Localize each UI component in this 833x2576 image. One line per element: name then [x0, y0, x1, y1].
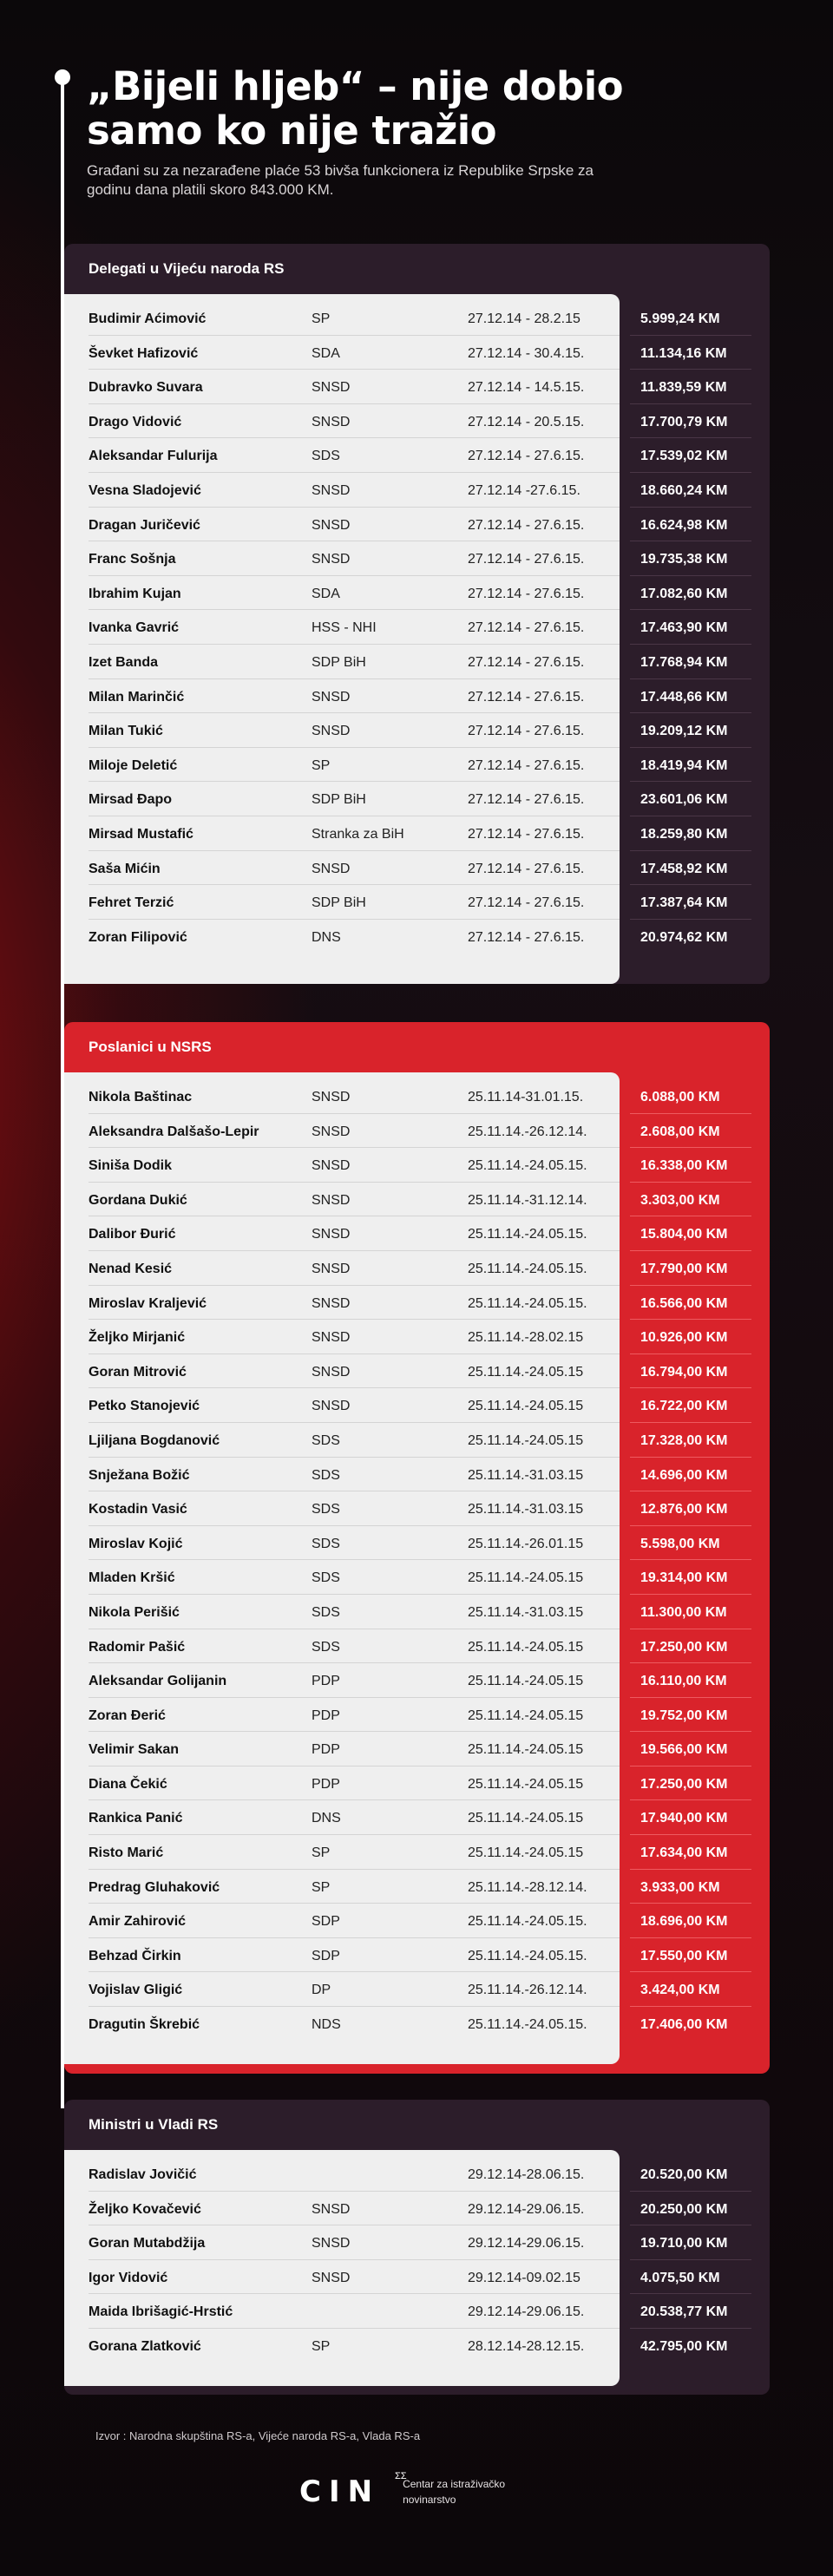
party-label: DP — [312, 1983, 331, 1998]
party-label: SNSD — [312, 380, 351, 396]
page-subtitle: Građani su za nezarađene plaće 53 bivša funkcionera iz Republike Srpske za godinu dana platili skoro 843.000 KM. — [87, 162, 594, 198]
party-label: SNSD — [312, 861, 351, 876]
amount-value: 16.722,00 KM — [640, 1399, 728, 1414]
party-label: SDP BiH — [312, 792, 366, 808]
table-row — [64, 473, 770, 508]
term-period: 28.12.14-28.12.15. — [468, 2338, 585, 2354]
term-period: 29.12.14-29.06.15. — [468, 2304, 585, 2320]
term-period: 25.11.14.-24.05.15. — [468, 1261, 587, 1276]
amount-value: 3.424,00 KM — [640, 1983, 720, 1998]
table-row — [64, 1595, 770, 1629]
person-name: Kostadin Vasić — [89, 1502, 187, 1517]
table-row — [64, 816, 770, 851]
party-label: SNSD — [312, 1364, 351, 1380]
amount-value: 14.696,00 KM — [640, 1467, 728, 1483]
table-row — [64, 1148, 770, 1183]
section-title: Ministri u Vladi RS — [89, 2116, 219, 2133]
party-label: SDS — [312, 1536, 340, 1551]
table-row — [64, 645, 770, 679]
amount-value: 16.566,00 KM — [640, 1295, 728, 1311]
amount-value: 16.338,00 KM — [640, 1158, 728, 1174]
term-period: 25.11.14.-24.05.15 — [468, 1708, 584, 1723]
section-title: Delegati u Vijeću naroda RS — [89, 260, 285, 277]
term-period: 25.11.14.-31.03.15 — [468, 1502, 584, 1517]
section-delegati — [64, 244, 770, 984]
table-row — [64, 1698, 770, 1733]
amount-value: 17.406,00 KM — [640, 2017, 728, 2033]
timeline-dot — [55, 69, 70, 85]
term-period: 27.12.14 - 27.6.15. — [468, 586, 585, 601]
term-period: 27.12.14 - 27.6.15. — [468, 757, 585, 773]
person-name: Milan Tukić — [89, 724, 163, 739]
term-period: 27.12.14 - 28.2.15 — [468, 311, 580, 326]
amount-value: 23.601,06 KM — [640, 792, 728, 808]
person-name: Predrag Gluhaković — [89, 1879, 220, 1895]
logo-mark: CIN — [299, 2474, 381, 2509]
amount-value: 19.710,00 KM — [640, 2236, 728, 2252]
amount-value: 17.250,00 KM — [640, 1776, 728, 1792]
party-label: SNSD — [312, 2270, 351, 2285]
party-label: SNSD — [312, 1261, 351, 1276]
party-label: SNSD — [312, 414, 351, 429]
term-period: 25.11.14.-24.05.15 — [468, 1399, 584, 1414]
person-name: Dubravko Suvara — [89, 380, 203, 396]
table-row — [64, 370, 770, 404]
amount-value: 18.696,00 KM — [640, 1914, 728, 1930]
section-ministri — [64, 2100, 770, 2395]
amount-value: 3.303,00 KM — [640, 1192, 720, 1208]
party-label: SDA — [312, 345, 340, 361]
amount-value: 19.566,00 KM — [640, 1742, 728, 1758]
table-row — [64, 336, 770, 370]
person-name: Siniša Dodik — [89, 1158, 173, 1174]
term-period: 27.12.14 - 27.6.15. — [468, 449, 585, 464]
person-name: Mirsad Đapo — [89, 792, 173, 808]
person-name: Mirsad Mustafić — [89, 826, 193, 842]
amount-value: 17.448,66 KM — [640, 689, 728, 705]
party-label: SNSD — [312, 482, 351, 498]
amount-value: 2.608,00 KM — [640, 1124, 720, 1139]
person-name: Zoran Filipović — [89, 929, 187, 945]
table-row — [64, 1354, 770, 1389]
table-row — [64, 301, 770, 336]
table-row — [64, 508, 770, 542]
person-name: Risto Marić — [89, 1845, 164, 1861]
table-row — [64, 1423, 770, 1458]
party-label: SDS — [312, 1570, 340, 1586]
party-label: PDP — [312, 1674, 340, 1689]
party-label: SNSD — [312, 552, 351, 567]
term-period: 27.12.14 - 27.6.15. — [468, 861, 585, 876]
term-period: 29.12.14-28.06.15. — [468, 2167, 585, 2182]
table-row — [64, 1870, 770, 1904]
table-row — [64, 1800, 770, 1835]
term-period: 25.11.14.-24.05.15 — [468, 1776, 584, 1792]
section-rows — [64, 1079, 770, 2042]
table-row — [64, 1079, 770, 1114]
term-period: 25.11.14-31.01.15. — [468, 1090, 584, 1104]
term-period: 25.11.14.-24.05.15 — [468, 1811, 584, 1826]
term-period: 25.11.14.-24.05.15. — [468, 1914, 587, 1930]
person-name: Mladen Kršić — [89, 1570, 175, 1586]
party-label: SNSD — [312, 1090, 351, 1104]
term-period: 25.11.14.-26.01.15 — [468, 1536, 584, 1551]
term-period: 25.11.14.-28.12.14. — [468, 1879, 587, 1895]
person-name: Ševket Hafizović — [89, 345, 199, 361]
table-row — [64, 748, 770, 783]
party-label: SNSD — [312, 1399, 351, 1414]
party-label: DNS — [312, 929, 341, 945]
term-period: 25.11.14.-24.05.15. — [468, 1948, 587, 1963]
amount-value: 11.134,16 KM — [640, 345, 727, 361]
person-name: Diana Čekić — [89, 1776, 167, 1792]
amount-value: 18.660,24 KM — [640, 482, 728, 498]
party-label: SNSD — [312, 1295, 351, 1311]
page-title — [87, 64, 798, 153]
person-name: Petko Stanojević — [89, 1399, 200, 1414]
term-period: 25.11.14.-24.05.15 — [468, 1364, 584, 1380]
amount-value: 16.794,00 KM — [640, 1364, 728, 1380]
amount-value: 17.250,00 KM — [640, 1639, 728, 1655]
term-period: 27.12.14 - 27.6.15. — [468, 826, 585, 842]
table-row — [64, 851, 770, 886]
party-label: SNSD — [312, 1330, 351, 1346]
amount-value: 20.538,77 KM — [640, 2304, 728, 2320]
party-label: SNSD — [312, 724, 351, 739]
term-period: 27.12.14 - 30.4.15. — [468, 345, 585, 361]
party-label: SDS — [312, 1432, 340, 1448]
amount-value: 19.752,00 KM — [640, 1708, 728, 1723]
table-row — [64, 1938, 770, 1973]
person-name: Vojislav Gligić — [89, 1983, 183, 1998]
person-name: Amir Zahirović — [89, 1914, 187, 1930]
term-period: 27.12.14 - 27.6.15. — [468, 689, 585, 705]
term-period: 25.11.14.-31.12.14. — [468, 1192, 587, 1208]
party-label: SNSD — [312, 1158, 351, 1174]
table-row — [64, 1972, 770, 2007]
person-name: Miroslav Kraljević — [89, 1295, 207, 1311]
party-label: SNSD — [312, 1192, 351, 1208]
person-name: Ivanka Gavrić — [89, 620, 180, 636]
term-period: 25.11.14.-24.05.15 — [468, 1432, 584, 1448]
table-row — [64, 885, 770, 920]
amount-value: 17.768,94 KM — [640, 654, 728, 670]
table-row — [64, 2192, 770, 2226]
table-row — [64, 1251, 770, 1286]
party-label: PDP — [312, 1742, 340, 1758]
person-name: Dragutin Škrebić — [89, 2017, 200, 2033]
table-row — [64, 1526, 770, 1561]
person-name: Miloje Deletić — [89, 757, 178, 773]
person-name: Aleksandra Dalšašo-Lepir — [89, 1124, 259, 1139]
amount-value: 19.209,12 KM — [640, 724, 728, 739]
logo-sup: ΣΣ — [395, 2471, 407, 2481]
section-poslanici — [64, 1022, 770, 2074]
person-name: Aleksandar Fulurija — [89, 449, 218, 464]
party-label: SDA — [312, 586, 340, 601]
table-row — [64, 541, 770, 576]
table-row — [64, 404, 770, 439]
party-label: DNS — [312, 1811, 341, 1826]
person-name: Goran Mutabdžija — [89, 2236, 206, 2252]
term-period: 27.12.14 - 27.6.15. — [468, 517, 585, 533]
party-label: PDP — [312, 1708, 340, 1723]
party-label: SP — [312, 1845, 331, 1861]
amount-value: 10.926,00 KM — [640, 1330, 728, 1346]
amount-value: 19.314,00 KM — [640, 1570, 728, 1586]
term-period: 27.12.14 - 27.6.15. — [468, 792, 585, 808]
cin-logo — [299, 2471, 533, 2509]
amount-value: 5.999,24 KM — [640, 311, 720, 326]
party-label: SP — [312, 757, 331, 773]
amount-value: 4.075,50 KM — [640, 2270, 720, 2285]
term-period: 27.12.14 - 27.6.15. — [468, 654, 585, 670]
amount-value: 16.110,00 KM — [640, 1674, 727, 1689]
amount-value: 17.387,64 KM — [640, 895, 728, 911]
party-label: SNSD — [312, 2236, 351, 2252]
table-row — [64, 1835, 770, 1870]
party-label: SNSD — [312, 517, 351, 533]
party-label: SDS — [312, 1639, 340, 1655]
party-label: SNSD — [312, 689, 351, 705]
amount-value: 20.250,00 KM — [640, 2201, 728, 2217]
table-row — [64, 1663, 770, 1698]
person-name: Ibrahim Kujan — [89, 586, 181, 601]
person-name: Aleksandar Golijanin — [89, 1674, 227, 1689]
person-name: Zoran Đerić — [89, 1708, 166, 1723]
term-period: 25.11.14.-24.05.15. — [468, 1227, 587, 1242]
amount-value: 12.876,00 KM — [640, 1502, 728, 1517]
amount-value: 5.598,00 KM — [640, 1536, 720, 1551]
person-name: Maida Ibrišagić-Hrstić — [89, 2304, 233, 2320]
amount-value: 17.458,92 KM — [640, 861, 728, 876]
party-label: SDS — [312, 1502, 340, 1517]
table-row — [64, 576, 770, 611]
party-label: SDP — [312, 1948, 340, 1963]
party-label: SP — [312, 1879, 331, 1895]
party-label: NDS — [312, 2017, 341, 2033]
person-name: Dragan Juričević — [89, 517, 200, 533]
term-period: 25.11.14.-24.05.15 — [468, 1570, 584, 1586]
person-name: Saša Mićin — [89, 861, 161, 876]
party-label: SNSD — [312, 1124, 351, 1139]
person-name: Fehret Terzić — [89, 895, 174, 911]
amount-value: 17.700,79 KM — [640, 414, 728, 429]
party-label: SP — [312, 311, 331, 326]
person-name: Ljiljana Bogdanović — [89, 1432, 220, 1448]
amount-value: 17.550,00 KM — [640, 1948, 728, 1963]
term-period: 29.12.14-29.06.15. — [468, 2201, 585, 2217]
amount-value: 18.259,80 KM — [640, 826, 728, 842]
term-period: 25.11.14.-31.03.15 — [468, 1467, 584, 1483]
term-period: 25.11.14.-24.05.15 — [468, 1639, 584, 1655]
amount-value: 17.082,60 KM — [640, 586, 728, 601]
table-row — [64, 679, 770, 714]
person-name: Radomir Pašić — [89, 1639, 186, 1655]
term-period: 27.12.14 - 20.5.15. — [468, 414, 585, 429]
party-label: SDP — [312, 1914, 340, 1930]
term-period: 25.11.14.-24.05.15 — [468, 1674, 584, 1689]
table-row — [64, 1286, 770, 1321]
table-row — [64, 610, 770, 645]
amount-value: 20.974,62 KM — [640, 929, 728, 945]
person-name: Nenad Kesić — [89, 1261, 173, 1276]
table-row — [64, 2225, 770, 2260]
person-name: Nikola Baštinac — [89, 1090, 193, 1104]
title-line-2: samo ko nije tražio — [87, 108, 497, 154]
person-name: Gordana Dukić — [89, 1192, 187, 1208]
party-label: SNSD — [312, 1227, 351, 1242]
term-period: 27.12.14 - 14.5.15. — [468, 380, 585, 396]
table-row — [64, 438, 770, 473]
party-label: HSS - NHI — [312, 620, 377, 636]
person-name: Budimir Aćimović — [89, 311, 207, 326]
table-row — [64, 1388, 770, 1423]
person-name: Franc Sošnja — [89, 552, 176, 567]
amount-value: 18.419,94 KM — [640, 757, 728, 773]
term-period: 29.12.14-09.02.15 — [468, 2270, 580, 2285]
term-period: 27.12.14 - 27.6.15. — [468, 552, 585, 567]
person-name: Miroslav Kojić — [89, 1536, 183, 1551]
party-label: SDP BiH — [312, 895, 366, 911]
table-row — [64, 1114, 770, 1149]
person-name: Milan Marinčić — [89, 689, 185, 705]
person-name: Drago Vidović — [89, 414, 182, 429]
amount-value: 17.539,02 KM — [640, 449, 728, 464]
amount-value: 15.804,00 KM — [640, 1227, 728, 1242]
amount-value: 17.463,90 KM — [640, 620, 728, 636]
amount-value: 17.328,00 KM — [640, 1432, 728, 1448]
amount-value: 17.940,00 KM — [640, 1811, 728, 1826]
table-row — [64, 2294, 770, 2329]
term-period: 25.11.14.-26.12.14. — [468, 1983, 587, 1998]
section-title: Poslanici u NSRS — [89, 1039, 212, 1055]
table-row — [64, 782, 770, 816]
person-name: Dalibor Đurić — [89, 1227, 176, 1242]
table-row — [64, 1458, 770, 1492]
term-period: 25.11.14.-24.05.15 — [468, 1742, 584, 1758]
term-period: 25.11.14.-24.05.15. — [468, 1295, 587, 1311]
person-name: Goran Mitrović — [89, 1364, 187, 1380]
page-header — [87, 64, 798, 200]
amount-value: 16.624,98 KM — [640, 517, 728, 533]
party-label: SDP BiH — [312, 654, 366, 670]
person-name: Željko Kovačević — [89, 2201, 201, 2217]
person-name: Vesna Sladojević — [89, 482, 201, 498]
term-period: 25.11.14.-26.12.14. — [468, 1124, 587, 1139]
term-period: 27.12.14 - 27.6.15. — [468, 929, 585, 945]
amount-value: 11.839,59 KM — [640, 380, 727, 396]
amount-value: 17.634,00 KM — [640, 1845, 728, 1861]
party-label: SDS — [312, 1467, 340, 1483]
table-row — [64, 713, 770, 748]
table-row — [64, 2260, 770, 2295]
amount-value: 19.735,38 KM — [640, 552, 728, 567]
table-row — [64, 2007, 770, 2042]
section-rows — [64, 301, 770, 954]
table-row — [64, 2329, 770, 2363]
party-label: SDS — [312, 449, 340, 464]
amount-value: 17.790,00 KM — [640, 1261, 728, 1276]
term-period: 25.11.14.-28.02.15 — [468, 1330, 584, 1346]
table-row — [64, 1216, 770, 1251]
term-period: 25.11.14.-31.03.15 — [468, 1604, 584, 1620]
table-row — [64, 1491, 770, 1526]
logo-text: Centar za istraživačko novinarstvo — [403, 2478, 506, 2506]
term-period: 29.12.14-29.06.15. — [468, 2236, 585, 2252]
person-name: Snježana Božić — [89, 1467, 190, 1483]
term-period: 25.11.14.-24.05.15. — [468, 2017, 587, 2033]
person-name: Velimir Sakan — [89, 1742, 180, 1758]
person-name: Željko Mirjanić — [89, 1330, 186, 1346]
party-label: SNSD — [312, 2201, 351, 2217]
party-label: PDP — [312, 1776, 340, 1792]
section-rows — [64, 2157, 770, 2363]
party-label: SDS — [312, 1604, 340, 1620]
amount-value: 6.088,00 KM — [640, 1090, 720, 1104]
party-label: SP — [312, 2338, 331, 2354]
term-period: 27.12.14 - 27.6.15. — [468, 620, 585, 636]
source-note: Izvor : Narodna skupština RS-a, Vijeće naroda RS-a, Vlada RS-a — [95, 2429, 421, 2442]
person-name: Gorana Zlatković — [89, 2338, 201, 2354]
amount-value: 42.795,00 KM — [640, 2338, 728, 2354]
table-row — [64, 1766, 770, 1801]
person-name: Izet Banda — [89, 654, 159, 670]
term-period: 27.12.14 -27.6.15. — [468, 482, 580, 498]
table-row — [64, 1320, 770, 1354]
party-label: Stranka za BiH — [312, 826, 404, 842]
term-period: 25.11.14.-24.05.15. — [468, 1158, 587, 1174]
table-row — [64, 2157, 770, 2192]
amount-value: 20.520,00 KM — [640, 2167, 728, 2182]
person-name: Nikola Perišić — [89, 1604, 180, 1620]
table-row — [64, 1560, 770, 1595]
person-name: Behzad Čirkin — [89, 1948, 181, 1963]
person-name: Igor Vidović — [89, 2270, 168, 2285]
person-name: Radislav Jovičić — [89, 2167, 197, 2182]
table-row — [64, 920, 770, 954]
table-row — [64, 1629, 770, 1664]
table-row — [64, 1183, 770, 1217]
term-period: 27.12.14 - 27.6.15. — [468, 895, 585, 911]
term-period: 25.11.14.-24.05.15 — [468, 1845, 584, 1861]
title-line-1: „Bijeli hljeb“ – nije dobio — [87, 63, 624, 109]
amount-value: 3.933,00 KM — [640, 1879, 720, 1895]
term-period: 27.12.14 - 27.6.15. — [468, 724, 585, 739]
table-row — [64, 1904, 770, 1938]
amount-value: 11.300,00 KM — [640, 1604, 727, 1620]
table-row — [64, 1732, 770, 1766]
person-name: Rankica Panić — [89, 1811, 183, 1826]
